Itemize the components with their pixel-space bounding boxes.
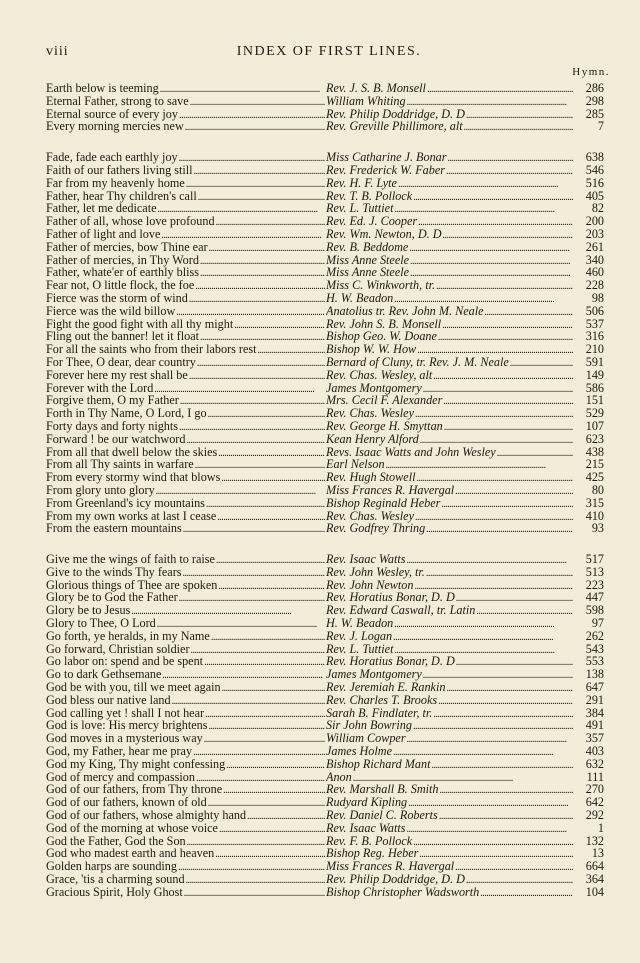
first-line: God be with you, till we meet again bbox=[46, 681, 221, 695]
first-line: From all that dwell below the skies bbox=[46, 445, 218, 459]
first-line: Forever with the Lord bbox=[46, 381, 154, 395]
hymn-number: 292 bbox=[585, 808, 604, 823]
author: Rev. Philip Doddridge, D. D bbox=[326, 873, 465, 887]
hymn-number: 210 bbox=[585, 342, 604, 357]
hymn-number: 403 bbox=[585, 744, 604, 759]
index-entry bbox=[46, 446, 604, 459]
leader-dots bbox=[426, 522, 573, 537]
index-entry bbox=[46, 796, 604, 809]
index-entry bbox=[46, 860, 604, 873]
index-entry bbox=[46, 484, 604, 497]
author: James Montgomery bbox=[326, 381, 422, 395]
author: Rev. Chas. Wesley, alt bbox=[326, 368, 433, 382]
hymn-number: 200 bbox=[585, 214, 604, 229]
first-line: God of our fathers, from Thy throne bbox=[46, 783, 223, 797]
first-line: Give me the wings of faith to raise bbox=[46, 553, 215, 567]
first-line: Go labor on: spend and be spent bbox=[46, 655, 204, 669]
hymn-number: 460 bbox=[585, 265, 604, 280]
leader-dots bbox=[464, 120, 573, 135]
first-line: Far from my heavenly home bbox=[46, 176, 185, 190]
index-entry bbox=[46, 694, 604, 707]
author: Miss Anne Steele bbox=[326, 253, 410, 267]
index-entry bbox=[46, 382, 604, 395]
hymn-number: 82 bbox=[591, 201, 604, 216]
first-line: Forth in Thy Name, O Lord, I go bbox=[46, 407, 207, 421]
first-line: For Thee, O dear, dear country bbox=[46, 355, 196, 369]
author: Rev. Isaac Watts bbox=[326, 821, 406, 835]
first-line: Grace, 'tis a charming sound bbox=[46, 873, 185, 887]
author: Rev. Philip Doddridge, D. D bbox=[326, 107, 465, 121]
author: Rev. George H. Smyttan bbox=[326, 419, 443, 433]
hymn-number: 315 bbox=[585, 495, 604, 510]
index-entry bbox=[46, 668, 604, 681]
author: Rev. Wm. Newton, D. D bbox=[326, 227, 442, 241]
hymn-number: 529 bbox=[585, 406, 604, 421]
author: H. W. Beadon bbox=[326, 291, 394, 305]
hymn-number: 316 bbox=[585, 329, 604, 344]
index-entry bbox=[46, 579, 604, 592]
index-entry bbox=[46, 190, 604, 203]
first-line: Forty days and forty nights bbox=[46, 419, 179, 433]
index-entry bbox=[46, 241, 604, 254]
author: Rev. Chas. Wesley bbox=[326, 407, 414, 421]
author: Rev. L. Tuttiet bbox=[326, 642, 394, 656]
first-line: From Greenland's icy mountains bbox=[46, 496, 205, 510]
author: Rev. Frederick W. Faber bbox=[326, 163, 446, 177]
author: William Whiting bbox=[326, 94, 406, 108]
hymn-number: 286 bbox=[585, 81, 604, 95]
index-entry bbox=[46, 151, 604, 164]
hymn-number: 93 bbox=[591, 521, 604, 536]
first-line: Fling out the banner! let it float bbox=[46, 330, 199, 344]
first-line: Forgive them, O my Father bbox=[46, 394, 179, 408]
index-entry bbox=[46, 847, 604, 860]
index-entry bbox=[46, 458, 604, 471]
first-line: Go forth, ye heralds, in my Name bbox=[46, 629, 210, 643]
author: Miss Frances R. Havergal bbox=[326, 860, 455, 874]
hymn-number: 1 bbox=[597, 820, 604, 835]
hymn-number: 261 bbox=[585, 239, 604, 254]
first-line: Go to dark Gethsemane bbox=[46, 668, 162, 682]
first-line: Father of all, whose love profound bbox=[46, 215, 215, 229]
index-entry bbox=[46, 617, 604, 630]
hymn-number: 285 bbox=[585, 106, 604, 121]
hymn-number: 13 bbox=[591, 846, 604, 861]
hymn-number: 623 bbox=[585, 431, 604, 446]
author: H. W. Beadon bbox=[326, 617, 394, 631]
hymn-number: 270 bbox=[585, 782, 604, 797]
author: Rev. Horatius Bonar, D. D bbox=[326, 655, 455, 669]
page-number: viii bbox=[46, 44, 69, 59]
author: William Cowper bbox=[326, 732, 406, 746]
first-line: Glory be to God the Father bbox=[46, 591, 178, 605]
hymn-column-label: Hymn. bbox=[572, 66, 610, 78]
first-line: Every morning mercies new bbox=[46, 120, 184, 134]
hymn-number: 291 bbox=[585, 692, 604, 707]
author: Bishop Reginald Heber bbox=[326, 496, 441, 510]
index-entry bbox=[46, 318, 604, 331]
first-line: Father of mercies, in Thy Word bbox=[46, 253, 199, 267]
hymn-number: 516 bbox=[585, 175, 604, 190]
hymn-number: 97 bbox=[591, 616, 604, 631]
hymn-number: 104 bbox=[585, 884, 604, 899]
index-entry bbox=[46, 120, 604, 133]
hymn-number: 517 bbox=[585, 552, 604, 567]
hymn-number: 340 bbox=[585, 252, 604, 267]
first-line: Fight the good fight with all thy might bbox=[46, 317, 234, 331]
hymn-number: 598 bbox=[585, 603, 604, 618]
index-entry bbox=[46, 471, 604, 484]
hymn-number: 586 bbox=[585, 380, 604, 395]
author: Bishop Reg. Heber bbox=[326, 847, 419, 861]
first-line: Father of light and love bbox=[46, 227, 161, 241]
first-line: Fear not, O little flock, the foe bbox=[46, 279, 195, 293]
author: Bishop W. W. How bbox=[326, 343, 417, 357]
first-line: From the eastern mountains bbox=[46, 522, 182, 536]
hymn-number: 98 bbox=[591, 290, 604, 305]
index-entry bbox=[46, 681, 604, 694]
first-line: From my own works at last I cease bbox=[46, 509, 217, 523]
author: Miss Catharine J. Bonar bbox=[326, 151, 447, 165]
author: Rev. Marshall B. Smith bbox=[326, 783, 439, 797]
first-line: Father of mercies, bow Thine ear bbox=[46, 240, 208, 254]
index-entry bbox=[46, 279, 604, 292]
author: Rev. Edward Caswall, tr. Latin bbox=[326, 604, 476, 618]
author: Rudyard Kipling bbox=[326, 796, 408, 810]
hymn-number: 647 bbox=[585, 680, 604, 695]
hymn-number: 642 bbox=[585, 795, 604, 810]
hymn-number: 223 bbox=[585, 577, 604, 592]
author: Bishop Christopher Wadsworth bbox=[326, 885, 480, 899]
index-entry bbox=[46, 394, 604, 407]
hymn-number: 553 bbox=[585, 654, 604, 669]
author: Rev. Jeremiah E. Rankin bbox=[326, 681, 446, 695]
author: Anon bbox=[326, 770, 352, 784]
first-line: Eternal Father, strong to save bbox=[46, 94, 189, 108]
author: Earl Nelson bbox=[326, 458, 385, 472]
hymn-number: 7 bbox=[597, 119, 604, 134]
author: Kean Henry Alford bbox=[326, 432, 419, 446]
hymn-number: 149 bbox=[585, 367, 604, 382]
first-line: God who madest earth and heaven bbox=[46, 847, 215, 861]
index-entry bbox=[46, 809, 604, 822]
leader-dots bbox=[185, 120, 325, 135]
hymn-number: 513 bbox=[585, 564, 604, 579]
hymn-number: 546 bbox=[585, 162, 604, 177]
index-entry bbox=[46, 164, 604, 177]
author: Rev. F. B. Pollock bbox=[326, 834, 413, 848]
index-entry bbox=[46, 82, 604, 95]
page-header bbox=[46, 44, 612, 64]
index-entry bbox=[46, 497, 604, 510]
hymn-number: 506 bbox=[585, 303, 604, 318]
hymn-number: 357 bbox=[585, 731, 604, 746]
first-line: Fierce was the storm of wind bbox=[46, 291, 188, 305]
hymn-number: 384 bbox=[585, 705, 604, 720]
author: Rev. Hugh Stowell bbox=[326, 471, 416, 485]
first-line: Glory be to Jesus bbox=[46, 604, 131, 618]
hymn-number: 638 bbox=[585, 150, 604, 165]
hymn-number: 262 bbox=[585, 628, 604, 643]
author: Rev. Greville Phillimore, alt bbox=[326, 120, 463, 134]
author: Rev. John Wesley, tr. bbox=[326, 565, 425, 579]
index-entry bbox=[46, 95, 604, 108]
hymn-number: 410 bbox=[585, 508, 604, 523]
first-line: Go forward, Christian soldier bbox=[46, 642, 190, 656]
author: Rev. Chas. Wesley bbox=[326, 509, 414, 523]
index-entry bbox=[46, 591, 604, 604]
author: Sarah B. Findlater, tr. bbox=[326, 706, 433, 720]
first-line: Fierce was the wild billow bbox=[46, 304, 176, 318]
first-line: Eternal source of every joy bbox=[46, 107, 178, 121]
index-entry bbox=[46, 356, 604, 369]
index-entry bbox=[46, 215, 604, 228]
author: Bishop Geo. W. Doane bbox=[326, 330, 437, 344]
first-line: God of our fathers, known of old bbox=[46, 796, 207, 810]
index-entry bbox=[46, 420, 604, 433]
first-line: Forever here my rest shall be bbox=[46, 368, 188, 382]
first-line: From glory unto glory bbox=[46, 483, 155, 497]
first-line: Father, let me dedicate bbox=[46, 202, 157, 216]
author: Rev. L. Tuttiet bbox=[326, 202, 394, 216]
index-entry bbox=[46, 108, 604, 121]
index-entry bbox=[46, 873, 604, 886]
hymn-number: 438 bbox=[585, 444, 604, 459]
index-entry bbox=[46, 771, 604, 784]
first-line: Father, hear Thy children's call bbox=[46, 189, 197, 203]
leader-dots bbox=[184, 886, 325, 901]
index-entry bbox=[46, 522, 604, 535]
author: Rev. Godfrey Thring bbox=[326, 522, 426, 536]
first-line: From every stormy wind that blows bbox=[46, 471, 221, 485]
index-entry bbox=[46, 553, 604, 566]
author: Rev. Charles T. Brooks bbox=[326, 693, 438, 707]
index-entry bbox=[46, 758, 604, 771]
hymn-number: 203 bbox=[585, 226, 604, 241]
hymn-number: 215 bbox=[585, 457, 604, 472]
index-entry bbox=[46, 177, 604, 190]
author: Miss C. Winkworth, tr. bbox=[326, 279, 436, 293]
index-entry bbox=[46, 566, 604, 579]
first-line: Father, whate'er of earthly bliss bbox=[46, 266, 199, 280]
first-line: For all the saints who from their labors rest bbox=[46, 343, 257, 357]
first-line: Give to the winds Thy fears bbox=[46, 565, 182, 579]
hymn-number: 425 bbox=[585, 470, 604, 485]
author: Rev. J. Logan bbox=[326, 629, 393, 643]
first-line: God, my Father, hear me pray bbox=[46, 745, 193, 759]
hymn-number: 80 bbox=[591, 482, 604, 497]
author: Rev. John S. B. Monsell bbox=[326, 317, 442, 331]
author: James Holme bbox=[326, 745, 392, 759]
hymn-number: 111 bbox=[586, 769, 604, 784]
index-entry bbox=[46, 407, 604, 420]
first-line: Gracious Spirit, Holy Ghost bbox=[46, 885, 183, 899]
index-entry bbox=[46, 202, 604, 215]
first-line: Glory to Thee, O Lord bbox=[46, 617, 156, 631]
index-entry bbox=[46, 783, 604, 796]
first-line: God of the morning at whose voice bbox=[46, 821, 218, 835]
hymn-number: 632 bbox=[585, 756, 604, 771]
index-entry bbox=[46, 343, 604, 356]
index-entry bbox=[46, 305, 604, 318]
hymn-number: 405 bbox=[585, 188, 604, 203]
index-group bbox=[46, 82, 604, 133]
first-line: Fade, fade each earthly joy bbox=[46, 151, 178, 165]
first-line: From all Thy saints in warfare bbox=[46, 458, 194, 472]
index-list bbox=[46, 82, 604, 917]
hymn-number: 364 bbox=[585, 872, 604, 887]
leader-dots bbox=[480, 886, 573, 901]
index-group bbox=[46, 151, 604, 535]
index-entry bbox=[46, 732, 604, 745]
first-line: God bless our native land bbox=[46, 693, 171, 707]
hymn-number: 491 bbox=[585, 718, 604, 733]
first-line: Earth below is teeming bbox=[46, 82, 159, 95]
author: Rev. T. B. Pollock bbox=[326, 189, 413, 203]
author: Anatolius tr. Rev. John M. Neale bbox=[326, 304, 484, 318]
index-entry bbox=[46, 254, 604, 267]
hymn-number: 132 bbox=[585, 833, 604, 848]
index-entry bbox=[46, 369, 604, 382]
index-group bbox=[46, 553, 604, 899]
first-line: Faith of our fathers living still bbox=[46, 163, 193, 177]
first-line: God of our fathers, whose almighty hand bbox=[46, 809, 247, 823]
author: Rev. John Newton bbox=[326, 578, 414, 592]
index-entry bbox=[46, 604, 604, 617]
author: Rev. B. Beddome bbox=[326, 240, 409, 254]
author: Rev. Horatius Bonar, D. D bbox=[326, 591, 455, 605]
index-entry bbox=[46, 630, 604, 643]
author: Sir John Bowring bbox=[326, 719, 412, 733]
author: Rev. Isaac Watts bbox=[326, 553, 406, 567]
hymn-number: 107 bbox=[585, 418, 604, 433]
hymn-number: 591 bbox=[585, 354, 604, 369]
author: Rev. H. F. Lyte bbox=[326, 176, 397, 190]
index-entry bbox=[46, 643, 604, 656]
author: James Montgomery bbox=[326, 668, 422, 682]
index-entry bbox=[46, 330, 604, 343]
author: Rev. Ed. J. Cooper bbox=[326, 215, 418, 229]
index-entry bbox=[46, 886, 604, 899]
first-line: God my King, Thy might confessing bbox=[46, 757, 226, 771]
index-entry bbox=[46, 228, 604, 241]
hymn-number: 543 bbox=[585, 641, 604, 656]
first-line: God is love: His mercy brightens bbox=[46, 719, 208, 733]
first-line: God of mercy and compassion bbox=[46, 770, 195, 784]
author: Revs. Isaac Watts and John Wesley bbox=[326, 445, 496, 459]
index-entry bbox=[46, 266, 604, 279]
hymn-number: 228 bbox=[585, 278, 604, 293]
hymn-number: 537 bbox=[585, 316, 604, 331]
author: Rev. J. S. B. Monsell bbox=[326, 82, 426, 95]
hymn-number: 664 bbox=[585, 859, 604, 874]
index-entry bbox=[46, 822, 604, 835]
author: Mrs. Cecil F. Alexander bbox=[326, 394, 443, 408]
author: Bernard of Cluny, tr. Rev. J. M. Neale bbox=[326, 355, 509, 369]
first-line: Forward ! be our watchword bbox=[46, 432, 186, 446]
hymn-number: 447 bbox=[585, 590, 604, 605]
index-entry bbox=[46, 292, 604, 305]
index-entry bbox=[46, 719, 604, 732]
first-line: God the Father, God the Son bbox=[46, 834, 186, 848]
index-entry bbox=[46, 707, 604, 720]
index-entry bbox=[46, 510, 604, 523]
index-entry bbox=[46, 745, 604, 758]
index-entry bbox=[46, 835, 604, 848]
author: Miss Frances R. Havergal bbox=[326, 483, 455, 497]
first-line: Golden harps are sounding bbox=[46, 860, 177, 874]
hymn-number: 151 bbox=[585, 393, 604, 408]
hymn-number: 138 bbox=[585, 667, 604, 682]
page-title: INDEX OF FIRST LINES. bbox=[236, 44, 422, 59]
leader-dots bbox=[183, 522, 325, 537]
index-entry bbox=[46, 655, 604, 668]
author: Rev. Daniel C. Roberts bbox=[326, 809, 438, 823]
first-line: Glorious things of Thee are spoken bbox=[46, 578, 218, 592]
index-entry bbox=[46, 433, 604, 446]
first-line: God moves in a mysterious way bbox=[46, 732, 203, 746]
first-line: God calling yet ! shall I not hear bbox=[46, 706, 205, 720]
author: Bishop Richard Mant bbox=[326, 757, 431, 771]
author: Miss Anne Steele bbox=[326, 266, 410, 280]
hymn-number: 298 bbox=[585, 93, 604, 108]
